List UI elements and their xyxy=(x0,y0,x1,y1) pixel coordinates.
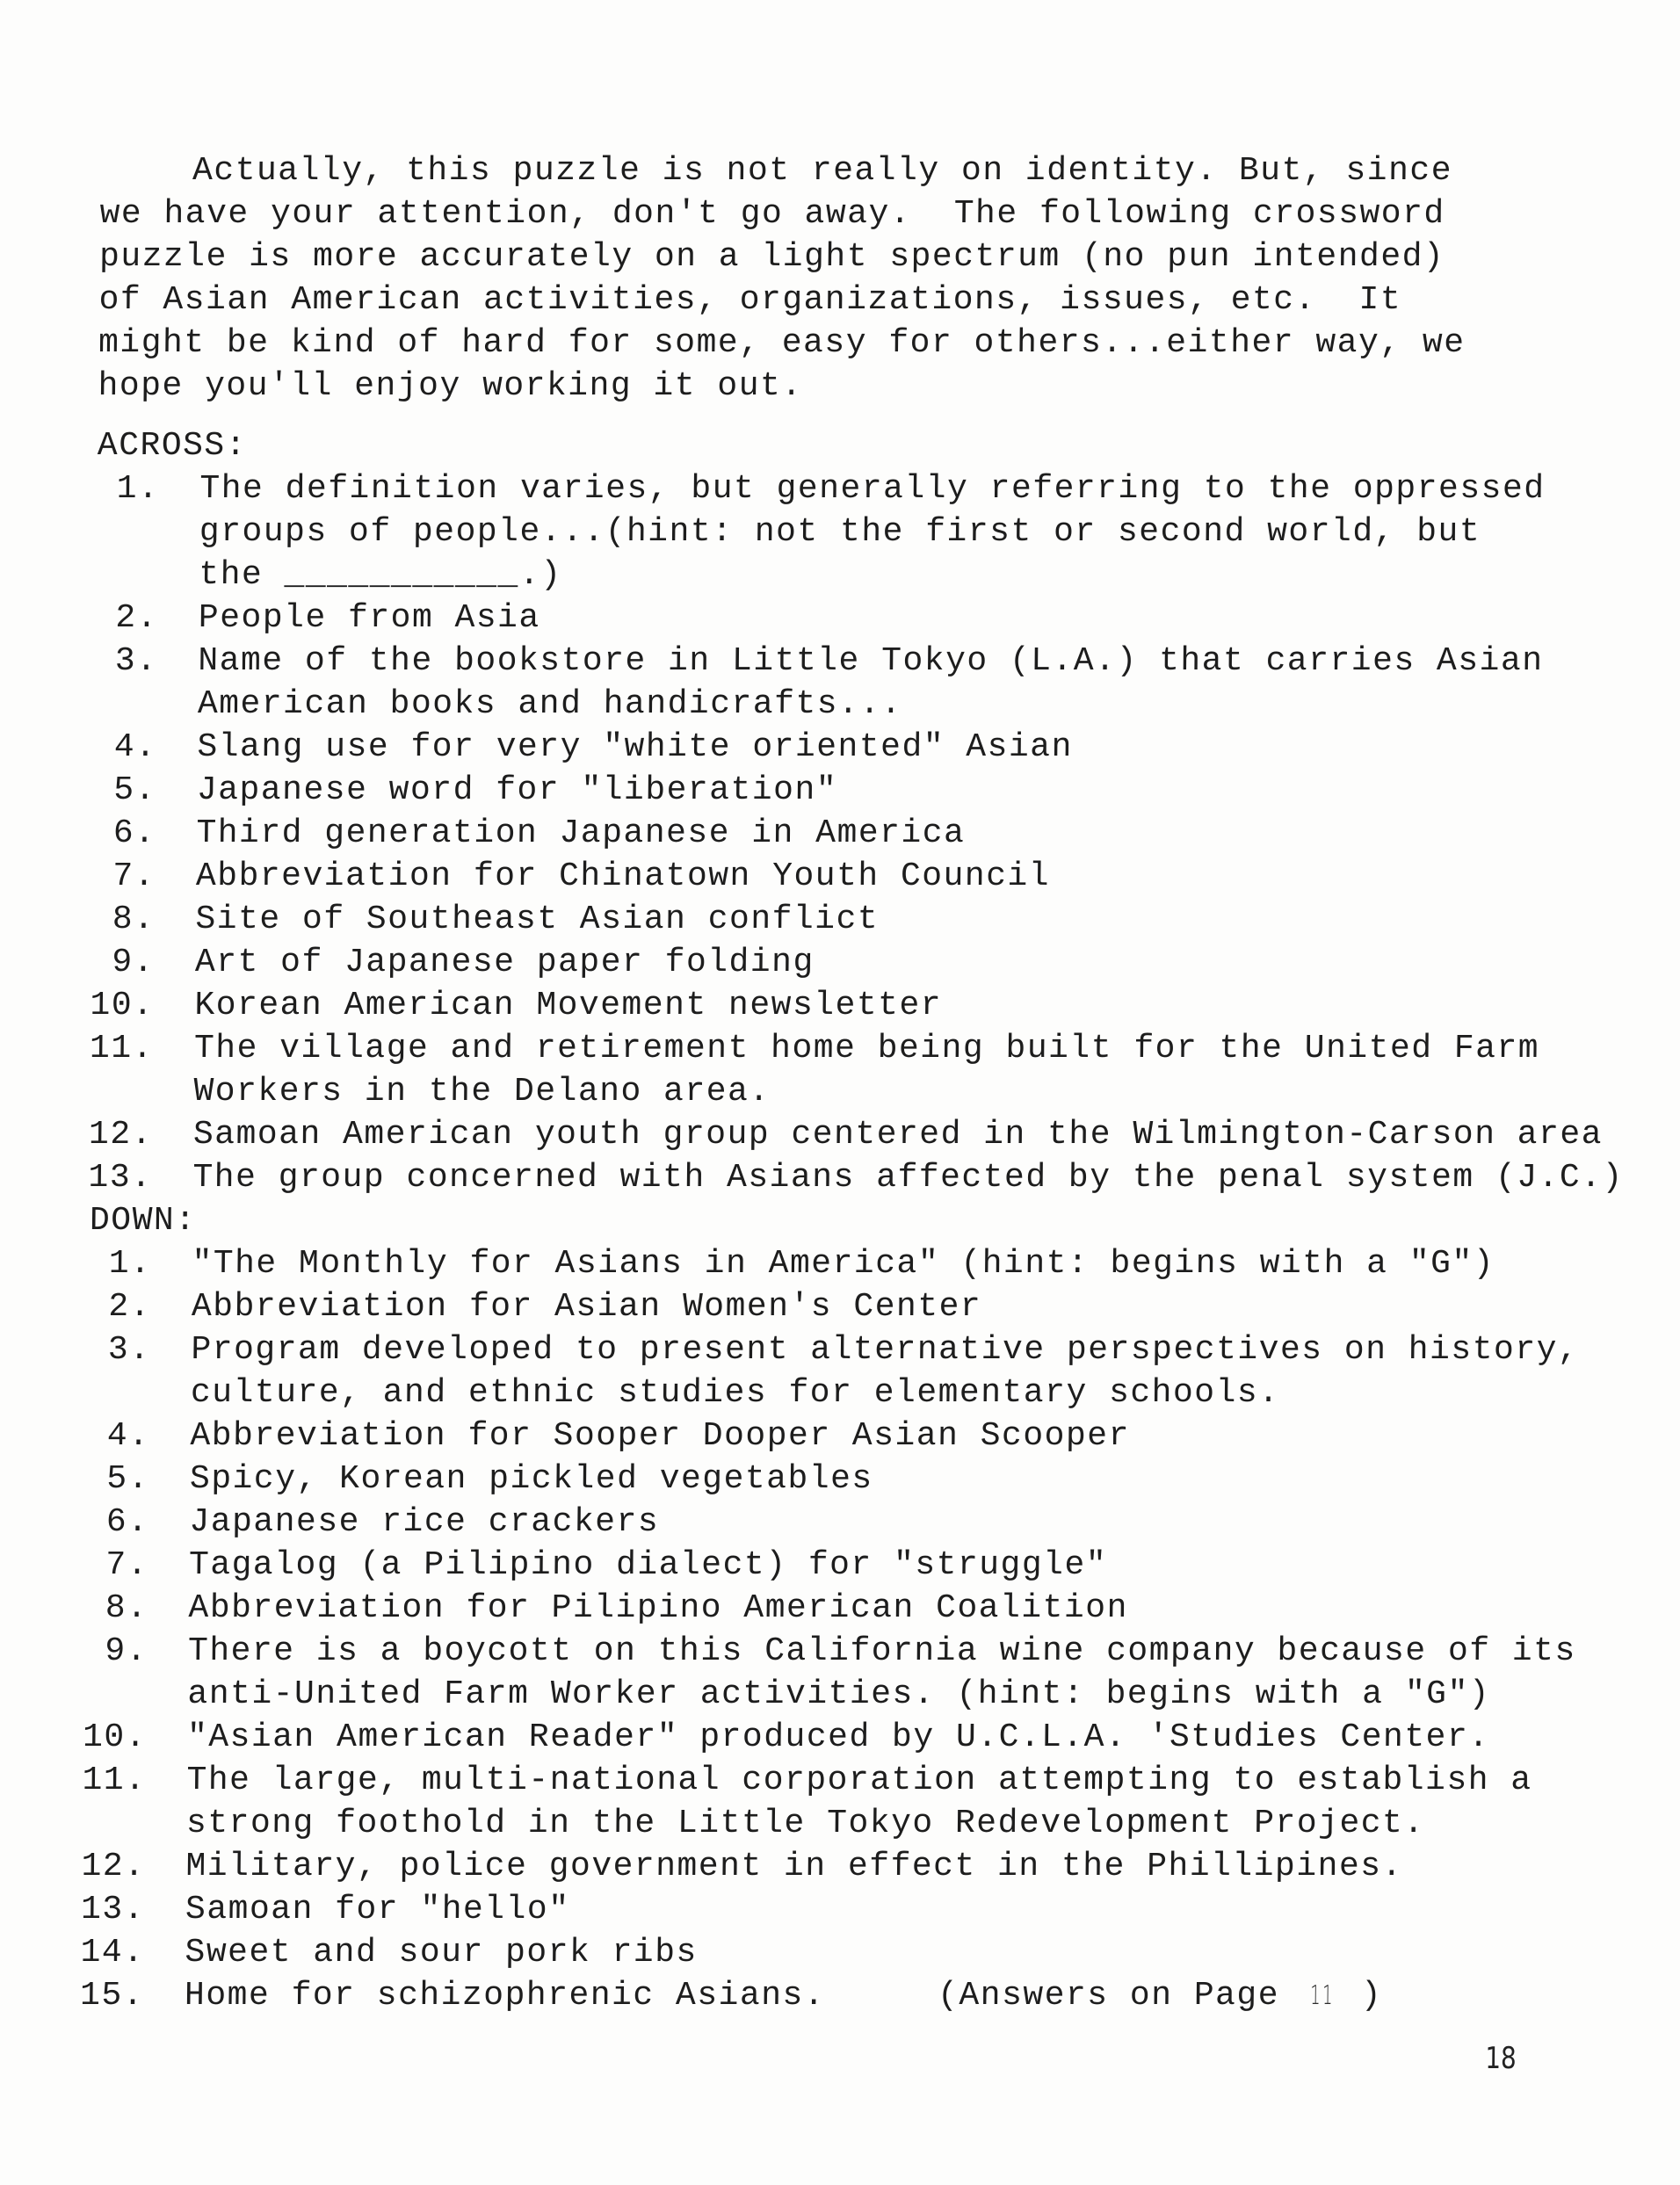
across-clue xyxy=(0,812,1663,855)
across-clue xyxy=(0,941,1662,984)
clue-number: 12. xyxy=(81,1848,146,1885)
clue-text-line xyxy=(198,640,1544,683)
clue-text-line xyxy=(191,1371,1579,1414)
down-clue xyxy=(0,1242,1659,1285)
clue-line-text: Japanese word for "liberation" xyxy=(196,771,838,809)
clue-text xyxy=(196,855,1051,898)
clue-text-line xyxy=(185,1974,1383,2017)
clue-text xyxy=(192,1242,1495,1285)
clue-line-text: Military, police government in effect in the Phillipines. xyxy=(185,1848,1404,1885)
clue-line-text: culture, and ethnic studies for elementary schools. xyxy=(190,1374,1280,1412)
clue-text-line xyxy=(192,1156,1624,1199)
clue-text xyxy=(189,1544,1108,1587)
clue-number: 12. xyxy=(88,1116,154,1154)
clue-number: 14. xyxy=(80,1934,145,1972)
clue-line-text: Samoan for "hello" xyxy=(185,1891,570,1928)
intro-paragraph xyxy=(98,149,1647,408)
clue-line-text: Korean American Movement newsletter xyxy=(194,987,943,1024)
clue-text-line xyxy=(192,1242,1495,1285)
clue-text-line xyxy=(194,1027,1540,1070)
clue-text xyxy=(190,1458,873,1501)
clue-text xyxy=(190,1414,1130,1458)
answers-note xyxy=(938,1974,1382,2017)
clue-number: 3. xyxy=(107,1331,151,1369)
page-number: 18 xyxy=(1485,2041,1517,2076)
clue-text-line xyxy=(193,1113,1604,1156)
down-clue xyxy=(0,1414,1657,1458)
clue-number: 9. xyxy=(105,1632,148,1670)
clue-line-text: Tagalog (a Pilipino dialect) for "struggle" xyxy=(188,1546,1108,1584)
clue-line-text: Sweet and sour pork ribs xyxy=(185,1934,699,1972)
clue-text xyxy=(187,1716,1490,1759)
clue-line-text: The group concerned with Asians affected by the penal system (J.C.) xyxy=(192,1159,1625,1197)
across-clue xyxy=(0,1156,1660,1199)
clue-text xyxy=(195,898,879,941)
across-clue xyxy=(0,467,1667,597)
clue-text-line xyxy=(189,1544,1108,1587)
clue-line-text: Site of Southeast Asian conflict xyxy=(195,901,880,938)
clue-text-line xyxy=(192,1285,982,1328)
clue-text xyxy=(193,1027,1539,1113)
down-clue xyxy=(0,1630,1655,1716)
clue-text-line xyxy=(185,1931,698,1974)
clue-number: 10. xyxy=(82,1718,148,1756)
clue-text xyxy=(195,941,815,984)
clue-lists xyxy=(0,424,1667,2017)
down-clue xyxy=(0,1845,1653,1888)
clue-text-line xyxy=(185,1845,1403,1888)
across-clue xyxy=(0,898,1662,941)
clue-text xyxy=(192,1156,1624,1199)
down-clue xyxy=(0,1544,1655,1587)
clue-line-text: American books and handicrafts... xyxy=(197,685,903,723)
clue-number: 11. xyxy=(82,1762,147,1799)
clue-line-text: Japanese rice crackers xyxy=(189,1503,660,1541)
clue-text xyxy=(192,1285,982,1328)
intro-line: of Asian American activities, organizations, issues, etc. It xyxy=(98,281,1402,319)
down-clue-list xyxy=(0,1242,1659,2017)
clue-text-line xyxy=(190,1414,1130,1458)
down-clue xyxy=(0,1974,1651,2017)
clue-number: 7. xyxy=(112,857,156,895)
clue-text xyxy=(198,640,1544,726)
clue-text-line xyxy=(188,1587,1128,1630)
clue-number: 9. xyxy=(112,944,156,981)
clue-number: 5. xyxy=(106,1460,150,1498)
clue-text-line xyxy=(199,510,1546,553)
down-clue xyxy=(0,1587,1655,1630)
answers-note-prefix: (Answers on Page xyxy=(937,1977,1301,2015)
down-clue xyxy=(0,1458,1656,1501)
across-clue xyxy=(0,855,1662,898)
clue-line-text: "Asian American Reader" produced by U.C.L.A. 'Studies Center. xyxy=(186,1718,1490,1756)
clue-text-line xyxy=(198,683,1544,726)
clue-number: 4. xyxy=(106,1417,150,1455)
clue-number: 8. xyxy=(112,901,156,938)
clue-text xyxy=(196,812,965,855)
clue-text-line xyxy=(185,1888,570,1931)
clue-text-line xyxy=(197,726,1073,769)
intro-line: Actually, this puzzle is not really on identity. But, since xyxy=(192,152,1453,190)
down-clue xyxy=(0,1328,1658,1414)
down-clue xyxy=(0,1716,1654,1759)
intro-line: we have your attention, don't go away. The following crossword xyxy=(99,195,1445,233)
clue-number: 4. xyxy=(113,728,157,766)
answers-page-number: 11 xyxy=(1310,1980,1336,2011)
across-clue xyxy=(0,1113,1660,1156)
clue-text xyxy=(194,984,942,1027)
clue-text-line xyxy=(188,1630,1576,1673)
clue-line-text: the ___________.) xyxy=(199,556,562,594)
across-clue xyxy=(0,726,1664,769)
clue-number: 8. xyxy=(105,1589,148,1627)
clue-text xyxy=(189,1501,659,1544)
clue-text xyxy=(187,1630,1576,1716)
clue-line-text: "The Monthly for Asians in America" (hint: begins with a "G") xyxy=(192,1245,1495,1283)
across-clue xyxy=(0,769,1663,812)
clue-number: 2. xyxy=(115,599,159,637)
down-clue xyxy=(0,1888,1652,1931)
clue-text xyxy=(185,1845,1403,1888)
down-clue xyxy=(0,1285,1658,1328)
clue-line-text: groups of people...(hint: not the first or second world, but xyxy=(199,513,1481,551)
answers-note-suffix: ) xyxy=(1339,1977,1383,2015)
clue-number: 13. xyxy=(88,1159,153,1197)
clue-text-line xyxy=(195,898,879,941)
clue-number: 3. xyxy=(114,642,158,680)
clue-text xyxy=(191,1328,1580,1414)
clue-line-text: Art of Japanese paper folding xyxy=(194,944,815,981)
clue-text xyxy=(199,467,1546,597)
clue-number: 6. xyxy=(112,814,156,852)
clue-text-line xyxy=(190,1458,873,1501)
clue-number: 1. xyxy=(116,470,160,508)
clue-line-text: Name of the bookstore in Little Tokyo (L.A.) that carries Asian xyxy=(198,642,1544,680)
across-clue xyxy=(0,640,1665,726)
clue-line-text: Workers in the Delano area. xyxy=(193,1073,771,1111)
clue-line-text: Abbreviation for Asian Women's Center xyxy=(191,1288,982,1326)
clue-line-text: anti-United Farm Worker activities. (hint: begins with a "G") xyxy=(187,1675,1491,1713)
across-clue xyxy=(0,984,1662,1027)
clue-line-text: Slang use for very "white oriented" Asian xyxy=(197,728,1074,766)
clue-text-line xyxy=(193,1070,1539,1113)
clue-line-text: The definition varies, but generally referring to the oppressed xyxy=(199,470,1546,508)
clue-text-line xyxy=(191,1328,1579,1371)
clue-line-text: The village and retirement home being built for the United Farm xyxy=(193,1030,1540,1067)
across-clue-list xyxy=(0,467,1667,1199)
clue-text-line xyxy=(187,1673,1575,1716)
down-heading: DOWN: xyxy=(89,1202,197,1240)
clue-text-line xyxy=(199,553,1545,597)
across-clue xyxy=(0,1027,1661,1113)
intro-line: hope you'll enjoy working it out. xyxy=(98,367,803,405)
clue-text xyxy=(185,1931,698,1974)
clue-text xyxy=(185,1974,1383,2017)
clue-text-line xyxy=(187,1716,1490,1759)
intro-line: puzzle is more accurately on a light spectrum (no pun intended) xyxy=(98,238,1445,276)
clue-text xyxy=(197,726,1073,769)
clue-line-text: There is a boycott on this California wine company because of its xyxy=(187,1632,1576,1670)
clue-text-line xyxy=(194,984,942,1027)
clue-text xyxy=(188,1587,1128,1630)
clue-number: 1. xyxy=(108,1245,152,1283)
clue-text xyxy=(185,1888,570,1931)
clue-line-text: The large, multi-national corporation attempting to establish a xyxy=(186,1762,1532,1799)
clue-number: 5. xyxy=(113,771,157,809)
clue-text-line xyxy=(195,941,815,984)
clue-text xyxy=(197,769,838,812)
clue-line-text: People from Asia xyxy=(198,599,540,637)
clue-line-text: strong foothold in the Little Tokyo Redevelopment Project. xyxy=(185,1805,1425,1842)
clue-number: 6. xyxy=(105,1503,149,1541)
across-clue xyxy=(0,597,1665,640)
clue-text-line xyxy=(186,1802,1532,1845)
clue-number: 7. xyxy=(105,1546,149,1584)
clue-line-text: Third generation Japanese in America xyxy=(196,814,966,852)
clue-number: 11. xyxy=(89,1030,155,1067)
down-clue xyxy=(0,1501,1656,1544)
down-clue xyxy=(0,1931,1652,1974)
clue-number: 15. xyxy=(79,1977,145,2015)
clue-text-line xyxy=(199,467,1546,510)
clue-line-text: Program developed to present alternative perspectives on history, xyxy=(191,1331,1580,1369)
across-heading: ACROSS: xyxy=(97,427,248,465)
clue-number: 13. xyxy=(80,1891,146,1928)
clue-text-line xyxy=(196,855,1051,898)
clue-text xyxy=(199,597,540,640)
clue-line-text: Abbreviation for Sooper Dooper Asian Scooper xyxy=(190,1417,1131,1455)
clue-text xyxy=(186,1759,1532,1845)
clue-text-line xyxy=(196,812,965,855)
clue-text-line xyxy=(186,1759,1532,1802)
clue-text xyxy=(193,1113,1604,1156)
clue-number: 10. xyxy=(90,987,155,1024)
intro-line: might be kind of hard for some, easy for others...either way, we xyxy=(98,324,1466,362)
clue-line-text: Abbreviation for Chinatown Youth Council xyxy=(195,857,1051,895)
clue-line-text: Spicy, Korean pickled vegetables xyxy=(189,1460,873,1498)
clue-text-line xyxy=(199,597,540,640)
clue-line-text: Samoan American youth group centered in the Wilmington-Carson area xyxy=(192,1116,1604,1154)
clue-line-text: Abbreviation for Pilipino American Coalition xyxy=(188,1589,1129,1627)
clue-line-text: Home for schizophrenic Asians. xyxy=(184,1977,826,2015)
clue-number: 2. xyxy=(108,1288,152,1326)
clue-text-line xyxy=(189,1501,659,1544)
down-clue xyxy=(0,1759,1654,1845)
clue-text-line xyxy=(197,769,838,812)
